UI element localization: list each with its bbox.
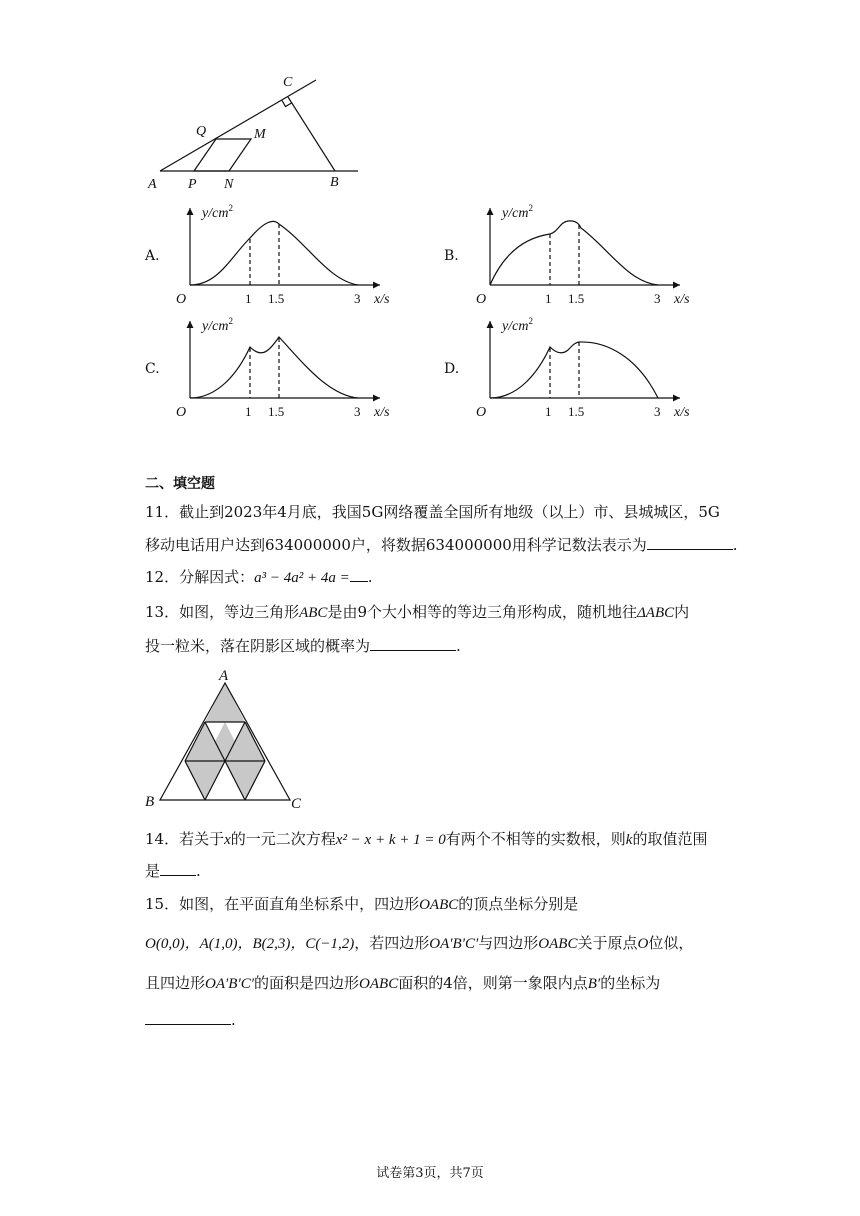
q11-line2 — [145, 535, 738, 555]
label-q: Q — [196, 124, 207, 139]
q15-line1: 15．如图，在平面直角坐标系中，四边形OABC的顶点坐标分别是 — [145, 895, 579, 913]
option-c-label: C. — [145, 361, 160, 377]
q14-equation: x² − x + k + 1 = 0 — [335, 832, 446, 848]
q11-answer-blank[interactable] — [647, 535, 733, 550]
page-footer: 试卷第3页，共7页 — [376, 1166, 484, 1181]
label-b: B — [145, 794, 155, 810]
label-c: C — [291, 796, 302, 812]
y-label: y/cm — [502, 206, 529, 221]
label-n: N — [224, 177, 234, 192]
q14-answer-blank[interactable] — [160, 861, 196, 876]
tick-3: 3 — [654, 404, 661, 419]
y-label: y/cm — [202, 319, 229, 334]
option-b-graph — [468, 200, 703, 312]
q11-end: . — [732, 536, 738, 554]
tick-3: 3 — [354, 404, 361, 419]
tick-3: 3 — [354, 291, 361, 306]
y-label: y/cm — [202, 206, 229, 221]
y-unit-sup: 2 — [528, 203, 533, 213]
y-unit-sup: 2 — [528, 316, 533, 326]
option-a-label: A. — [145, 248, 160, 264]
svg-text:y/cm2 — [200, 316, 233, 334]
y-unit-sup: 2 — [228, 203, 233, 213]
option-d-graph — [468, 313, 703, 425]
q15-line3: 且四边形OA′B′C′的面积是四边形OABC面积的4倍，则第一象限内点B′的坐标为 — [145, 974, 661, 992]
tick-3: 3 — [654, 291, 661, 306]
q11-line1: 11．截止到2023年4月底，我国5G网络覆盖全国所有地级（以上）市、县城城区，5G — [145, 503, 720, 521]
q12-line — [145, 567, 735, 588]
x-label: x/s — [374, 405, 390, 420]
q13-abc: ABC — [299, 605, 328, 621]
q11-text: 移动电话用户达到634000000户，将数据634000000用科学记数法表示为 — [145, 536, 647, 554]
option-a-graph — [168, 200, 403, 312]
q14-line1: 14．若关于x的一元二次方程x² − x + k + 1 = 0有两个不相等的实数根，则k的取值范围 — [145, 830, 708, 848]
label-c: C — [283, 75, 293, 90]
q15-coords: O(0,0)，A(1,0)，B(2,3)，C(−1,2) — [145, 936, 355, 952]
option-c-graph — [168, 313, 403, 425]
q12-expr: a³ − 4a² + 4a = — [254, 570, 350, 586]
tick-1-5: 1.5 — [568, 291, 585, 306]
option-d-label: D. — [444, 361, 460, 377]
x-label: x/s — [674, 405, 690, 420]
q12-end: . — [367, 568, 373, 586]
section-title: 二、填空题 — [145, 476, 215, 492]
tick-1-5: 1.5 — [268, 291, 285, 306]
q13-line1: 13．如图，等边三角形ABC是由9个大小相等的等边三角形构成，随机地往ΔABC内 — [145, 603, 690, 621]
q15-line4: . — [145, 1010, 735, 1030]
x-label: x/s — [374, 292, 390, 307]
svg-text:y/cm2 — [500, 316, 533, 334]
tick-1-5: 1.5 — [568, 404, 585, 419]
q13-tri: ΔABC — [636, 605, 675, 621]
label-p: P — [188, 177, 197, 192]
origin: O — [476, 405, 487, 420]
origin: O — [176, 405, 187, 420]
tick-1: 1 — [545, 404, 552, 419]
tick-1-5: 1.5 — [268, 404, 285, 419]
q13-answer-blank[interactable] — [370, 636, 456, 651]
tick-1: 1 — [245, 291, 252, 306]
label-a: A — [219, 668, 229, 684]
q13-line2: 投一粒米，落在阴影区域的概率为 . — [145, 637, 461, 655]
q12-answer-blank[interactable] — [350, 567, 368, 582]
origin: O — [476, 292, 487, 307]
origin: O — [176, 292, 187, 307]
q14-line2: 是 . — [145, 862, 201, 880]
y-label: y/cm — [502, 319, 529, 334]
q15-answer-blank[interactable] — [145, 1010, 231, 1025]
y-unit-sup: 2 — [228, 316, 233, 326]
q15-line2: O(0,0)，A(1,0)，B(2,3)，C(−1,2)，若四边形OA′B′C′与四边形OABC关于原点O位似， — [145, 934, 694, 952]
q12-text: 12．分解因式： — [145, 568, 255, 586]
svg-text:y/cm2 — [200, 203, 233, 221]
q10-triangle-figure — [140, 70, 380, 195]
q13-triangle-figure — [140, 665, 310, 815]
tick-1: 1 — [245, 404, 252, 419]
label-m: M — [254, 127, 266, 142]
svg-text:y/cm2 — [500, 203, 533, 221]
x-label: x/s — [674, 292, 690, 307]
label-a: A — [148, 177, 157, 192]
label-b: B — [330, 175, 339, 190]
option-b-label: B. — [444, 248, 459, 264]
tick-1: 1 — [545, 291, 552, 306]
